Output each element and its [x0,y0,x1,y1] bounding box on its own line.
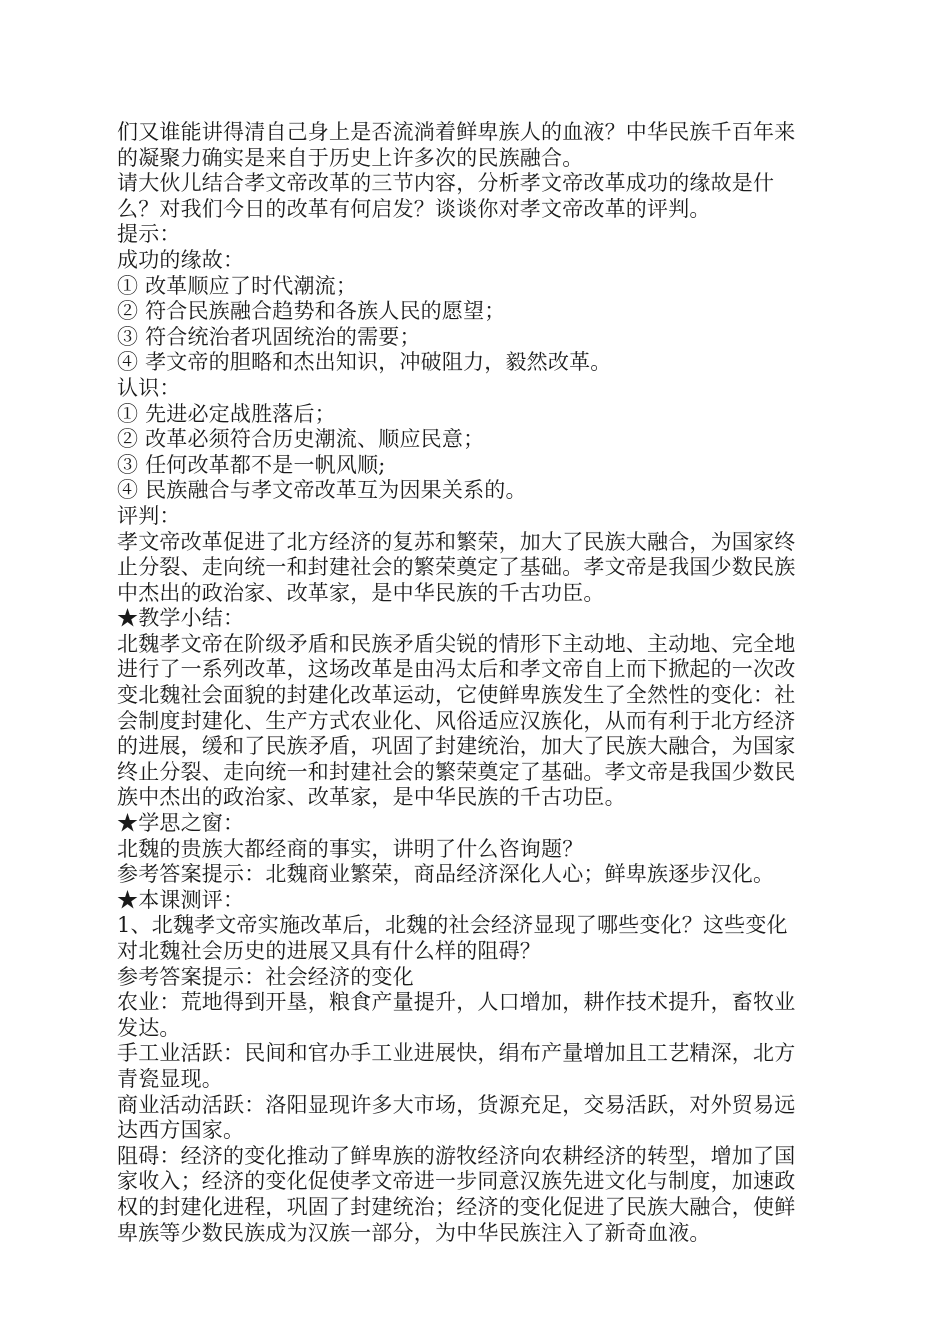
text-line: ① 先进必定战胜落后； [117,401,336,426]
text-line: 商业活动活跃：洛阳显现许多大市场，货源充足，交易活跃，对外贸易远 [117,1092,796,1117]
text-line: 农业：荒地得到开垦，粮食产量提升，人口增加，耕作技术提升，畜牧业 [117,990,796,1015]
text-line: 进行了一系列改革，这场改革是由冯太后和孝文帝自上而下掀起的一次改 [117,657,796,682]
text-line: 家收入；经济的变化促使孝文帝进一步同意汉族先进文化与制度，加速政 [117,1169,796,1194]
text-line: 1、北魏孝文帝实施改革后，北魏的社会经济显现了哪些变化？这些变化 [117,913,788,938]
text-line: 权的封建化进程，巩固了封建统治；经济的变化促进了民族大融合，使鲜 [117,1194,796,1219]
text-line: ② 改革必须符合历史潮流、顺应民意； [117,427,485,452]
text-line: 手工业活跃：民间和官办手工业进展快，绢布产量增加且工艺精深，北方 [117,1041,796,1066]
text-line: 阻碍：经济的变化推动了鲜卑族的游牧经济向农耕经济的转型，增加了国 [117,1143,796,1168]
text-line: ④ 民族融合与孝文帝改革互为因果关系的。 [117,478,527,503]
text-line: 青瓷显现。 [117,1066,223,1091]
text-line: 对北魏社会历史的进展又具有什么样的阻碍？ [117,939,541,963]
text-line: ② 符合民族融合趋势和各族人民的愿望； [117,299,506,324]
text-line: 请大伙儿结合孝文帝改革的三节内容，分析孝文帝改革成功的缘故是什 [117,171,775,196]
text-line: 成功的缘故： [117,247,245,272]
text-line: 北魏的贵族大都经商的事实，讲明了什么咨询题？ [117,836,584,861]
text-line: 评判： [117,503,181,528]
text-line: 们又谁能讲得清自己身上是否流淌着鲜卑族人的血液？中华民族千百年来 [117,120,796,144]
text-line: ③ 符合统治者巩固统治的需要； [117,324,421,349]
text-line: 变北魏社会面貌的封建化改革运动，它使鲜卑族发生了全然性的变化：社 [117,683,796,708]
text-line: 卑族等少数民族成为汉族一部分，为中华民族注入了新奇血液。 [117,1220,711,1245]
text-line: 终止分裂、走向统一和封建社会的繁荣奠定了基础。孝文帝是我国少数民 [117,759,796,784]
text-line: ★教学小结： [117,606,245,631]
text-line: 发达。 [117,1015,181,1040]
text-line: 么？对我们今日的改革有何启发？谈谈你对孝文帝改革的评判。 [117,196,711,221]
text-line: ★学思之窗： [117,811,245,836]
text-line: 止分裂、走向统一和封建社会的繁荣奠定了基础。孝文帝是我国少数民族 [117,555,796,580]
text-line: 参考答案提示：社会经济的变化 [117,964,414,989]
text-line: 中杰出的政治家、改革家，是中华民族的千古功臣。 [117,580,605,605]
text-line: 的进展，缓和了民族矛盾，巩固了封建统治，加大了民族大融合，为国家 [117,734,796,759]
text-line: ③ 任何改革都不是一帆风顺; [117,452,386,477]
text-line: 孝文帝改革促进了北方经济的复苏和繁荣，加大了民族大融合，为国家终 [117,529,796,554]
text-line: ★本课测评： [117,887,245,912]
text-line: 北魏孝文帝在阶级矛盾和民族矛盾尖锐的情形下主动地、主动地、完全地 [117,631,796,656]
text-line: ① 改革顺应了时代潮流； [117,273,358,298]
text-line: ④ 孝文帝的胆略和杰出知识，冲破阻力，毅然改革。 [117,350,612,375]
text-line: 族中杰出的政治家、改革家，是中华民族的千古功臣。 [117,785,626,810]
text-line: 参考答案提示：北魏商业繁荣，商品经济深化人心；鲜卑族逐步汉化。 [117,862,775,887]
text-line: 会制度封建化、生产方式农业化、风俗适应汉族化，从而有利于北方经济 [117,708,796,733]
text-line: 提示： [117,222,181,247]
text-line: 的凝聚力确实是来自于历史上许多次的民族融合。 [117,145,584,170]
text-line: 认识： [117,375,181,400]
document-body [117,120,833,1246]
text-line: 达西方国家。 [117,1118,245,1143]
